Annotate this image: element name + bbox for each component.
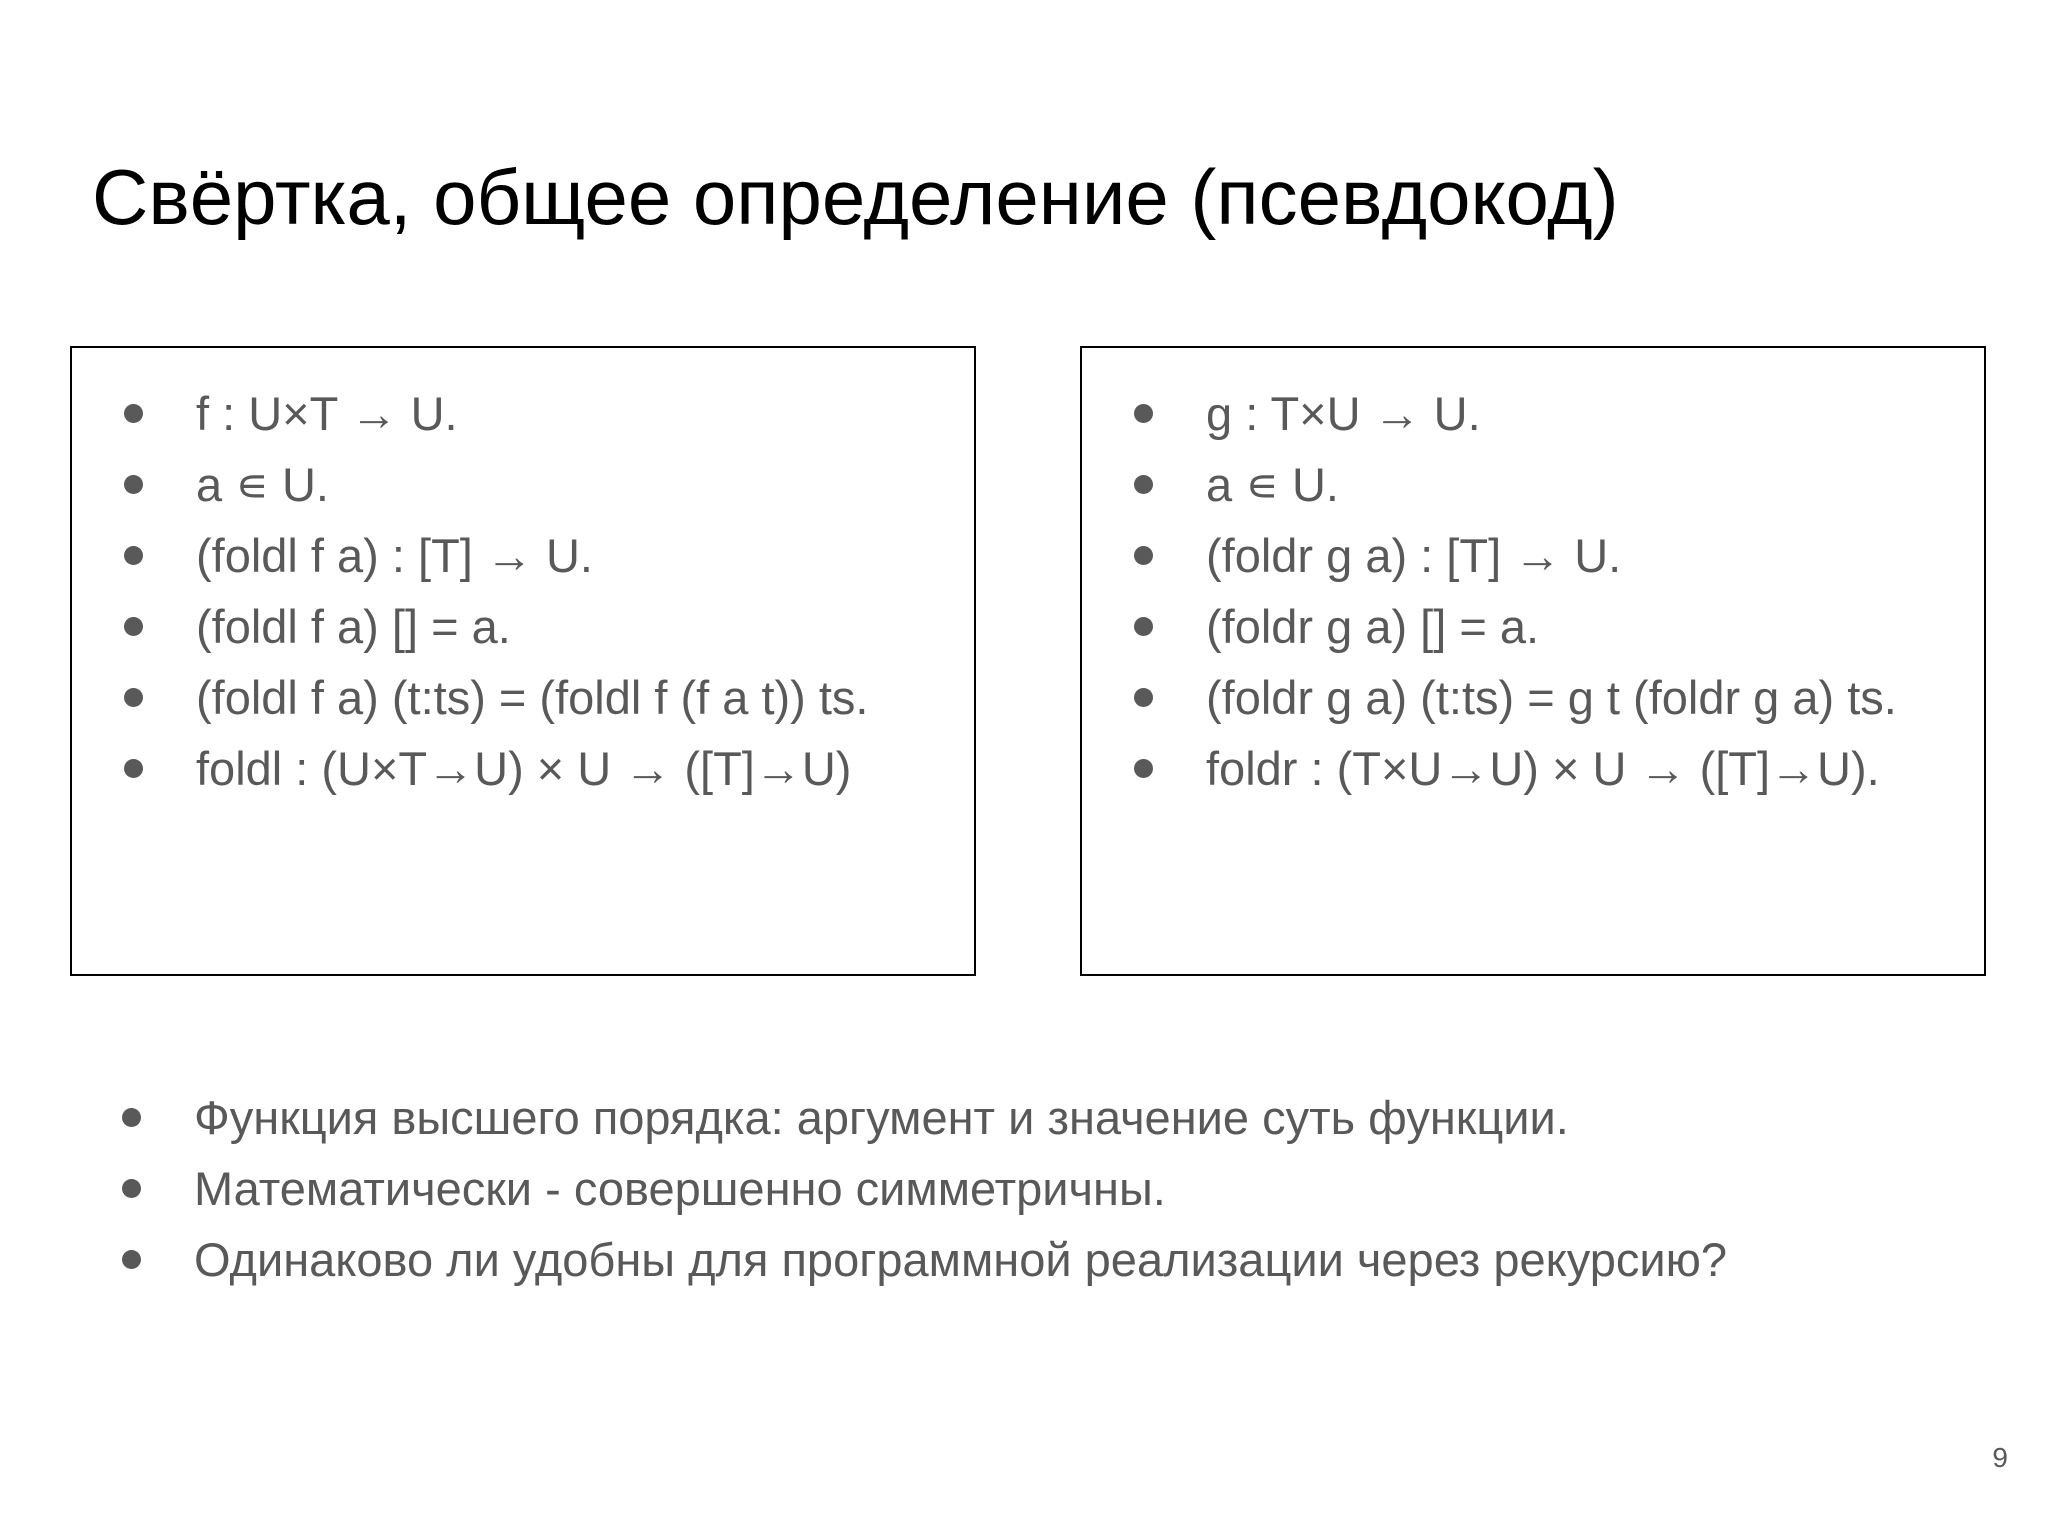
foldl-item-text: (foldl f a) : [T] → U. (196, 529, 593, 582)
bullet-icon (124, 759, 143, 778)
foldr-definition-list (1082, 378, 1984, 804)
bullet-icon (122, 1250, 141, 1269)
list-item (72, 520, 974, 591)
list-item (1082, 378, 1984, 449)
foldr-definition-box (1080, 346, 1986, 976)
bullet-icon (122, 1179, 141, 1198)
list-item (72, 378, 974, 449)
bullet-icon (1134, 404, 1153, 423)
foldl-item-text: foldl : (U×T→U) × U → ([T]→U) (196, 742, 852, 795)
foldr-item-text: (foldr g a) : [T] → U. (1206, 529, 1622, 582)
foldr-item-text: foldr : (T×U→U) × U → ([T]→U). (1206, 742, 1880, 795)
list-item (0, 1224, 2048, 1295)
list-item (72, 733, 974, 804)
list-item (1082, 591, 1984, 662)
bullet-icon (124, 546, 143, 565)
bullet-icon (124, 404, 143, 423)
bullet-icon (124, 688, 143, 707)
list-item (1082, 520, 1984, 591)
bullet-icon (1134, 546, 1153, 565)
list-item (72, 449, 974, 520)
bullet-icon (124, 475, 143, 494)
page-number: 9 (1992, 1442, 2008, 1473)
foldr-item-text: (foldr g a) (t:ts) = g t (foldr g a) ts. (1206, 671, 1897, 724)
foldr-item-text: g : T×U → U. (1206, 387, 1481, 440)
bullet-icon (1134, 475, 1153, 494)
summary-item-text: Математически - совершенно симметричны. (194, 1162, 1166, 1215)
bullet-icon (124, 617, 143, 636)
list-item (1082, 662, 1984, 733)
foldr-item-text: a ∊ U. (1206, 458, 1339, 511)
list-item (0, 1082, 2048, 1153)
foldl-definition-box (70, 346, 976, 976)
list-item (72, 662, 974, 733)
bullet-icon (1134, 759, 1153, 778)
bullet-icon (1134, 688, 1153, 707)
bullet-icon (122, 1108, 141, 1127)
foldl-definition-list (72, 378, 974, 804)
foldl-item-text: a ∊ U. (196, 458, 329, 511)
list-item (1082, 733, 1984, 804)
foldl-item-text: (foldl f a) (t:ts) = (foldl f (f a t)) ts. (196, 671, 869, 724)
summary-list (0, 1082, 2048, 1295)
list-item (0, 1153, 2048, 1224)
slide-title: Свёртка, общее определение (псевдокод) (92, 153, 1619, 241)
foldl-item-text: f : U×T → U. (196, 387, 458, 440)
foldr-item-text: (foldr g a) [] = a. (1206, 600, 1540, 653)
list-item (72, 591, 974, 662)
summary-item-text: Одинаково ли удобны для программной реализации через рекурсию? (194, 1233, 1728, 1286)
bullet-icon (1134, 617, 1153, 636)
list-item (1082, 449, 1984, 520)
foldl-item-text: (foldl f a) [] = a. (196, 600, 511, 653)
summary-item-text: Функция высшего порядка: аргумент и значение суть функции. (194, 1091, 1569, 1144)
